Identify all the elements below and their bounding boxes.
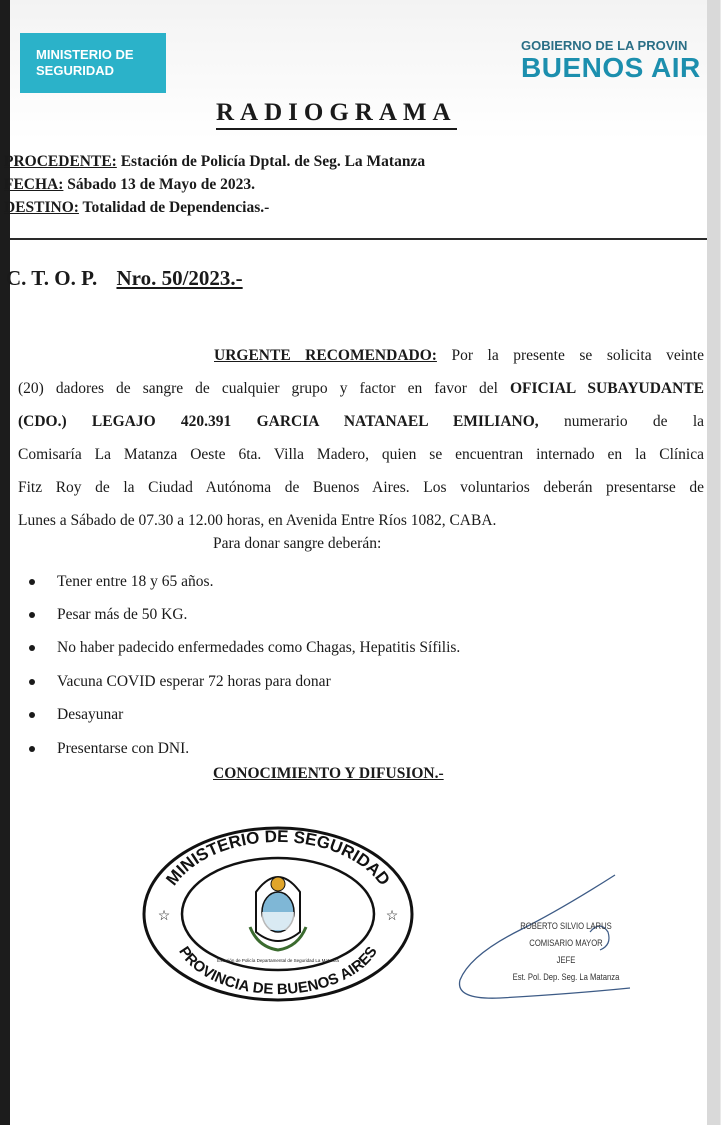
- body-line-6: Lunes a Sábado de 07.30 a 12.00 horas, en Avenida Entre Ríos 1082, CABA.: [18, 512, 497, 529]
- destino-line: [4, 196, 425, 219]
- donation-intro: Para donar sangre deberán:: [213, 535, 382, 552]
- body-text-1: Por la presente se solicita veinte: [451, 347, 704, 364]
- requirement-text: Presentarse con DNI.: [57, 739, 190, 757]
- bullet-icon: [29, 579, 35, 585]
- body-text-3b: numerario de la: [563, 413, 704, 430]
- header-meta: [4, 150, 425, 219]
- bullet-icon: [29, 712, 35, 718]
- list-item: [22, 665, 460, 698]
- requirement-text: Pesar más de 50 KG.: [57, 606, 188, 624]
- document-title: RADIOGRAMA: [216, 99, 457, 130]
- body-line-5: Fitz Roy de la Ciudad Autónoma de Buenos Aires. Los voluntarios deberán presentarse de: [18, 479, 704, 496]
- seal-top-text: MINISTERIO DE SEGURIDAD: [162, 826, 394, 890]
- signer-name: ROBERTO SILVIO LARUS: [520, 921, 612, 931]
- fecha-label: FECHA:: [4, 176, 64, 193]
- requirement-text: Tener entre 18 y 65 años.: [57, 572, 214, 590]
- list-item: [22, 632, 460, 665]
- body-line-1: [18, 339, 704, 372]
- fecha-line: [4, 173, 425, 196]
- logo-right-line2: BUENOS AIR: [521, 52, 701, 83]
- procedente-line: [4, 150, 425, 173]
- body-text-2a: (20) dadores de sangre de cualquier grupo y factor en favor del: [18, 380, 498, 397]
- destino-label: DESTINO:: [4, 199, 79, 216]
- body-line-3: [18, 405, 704, 438]
- logo-left-line1: MINISTERIO DE: [36, 47, 134, 62]
- seal-bottom-text: PROVINCIA DE BUENOS AIRES: [175, 943, 381, 999]
- list-item: [22, 732, 460, 765]
- bullet-icon: [29, 679, 35, 685]
- logo-left-line2: SEGURIDAD: [36, 63, 115, 78]
- procedente-label: PROCEDENTE:: [4, 153, 117, 170]
- body-line-4: Comisaría La Matanza Oeste 6ta. Villa Madero, quien se encuentran internado en la Clínica: [18, 446, 704, 463]
- signer-unit: Est. Pol. Dep. Seg. La Matanza: [512, 972, 620, 982]
- requirement-text: Vacuna COVID esperar 72 horas para donar: [57, 672, 331, 690]
- body-paragraph: [18, 339, 704, 537]
- urgent-label: URGENTE RECOMENDADO:: [214, 347, 437, 364]
- ctop-label: C. T. O. P.: [6, 266, 98, 290]
- seal-center-text: Estación de Policía Departamental de Seguridad La Matanza: [217, 958, 339, 963]
- screen-right-edge: [707, 0, 720, 1125]
- list-item: [22, 598, 460, 631]
- fecha-value: Sábado 13 de Mayo de 2023.: [67, 176, 256, 193]
- requirement-text: Desayunar: [57, 706, 124, 724]
- officer-rank: OFICIAL SUBAYUDANTE: [509, 380, 704, 397]
- bullet-icon: [29, 612, 35, 618]
- body-line-2: [18, 372, 704, 405]
- bullet-icon: [29, 645, 35, 651]
- destino-value: Totalidad de Dependencias.-: [82, 199, 270, 216]
- signature-block: [498, 918, 634, 986]
- requirement-text: No haber padecido enfermedades como Chagas, Hepatitis Sífilis.: [57, 639, 461, 657]
- svg-text:☆: ☆: [157, 909, 171, 924]
- ministerio-logo: [20, 33, 166, 93]
- ctop-reference: [6, 266, 243, 291]
- coat-of-arms-icon: [250, 877, 306, 950]
- closing-statement: CONOCIMIENTO Y DIFUSION.-: [213, 765, 444, 782]
- list-item: [22, 699, 460, 732]
- document-page: [4, 0, 707, 1125]
- logo-right-line1: GOBIERNO DE LA PROVIN: [521, 38, 688, 53]
- officer-id: (CDO.) LEGAJO 420.391 GARCIA NATANAEL EMILIANO,: [18, 413, 539, 430]
- ctop-number: Nro. 50/2023.-: [116, 266, 243, 290]
- signer-rank: COMISARIO MAYOR: [529, 938, 603, 948]
- svg-text:☆: ☆: [385, 909, 399, 924]
- requirements-list: [22, 565, 460, 765]
- list-item: [22, 565, 460, 598]
- gobierno-logo: [521, 38, 721, 83]
- procedente-value: Estación de Policía Dptal. de Seg. La Matanza: [120, 153, 426, 170]
- signer-role: JEFE: [556, 955, 576, 965]
- bullet-icon: [29, 746, 35, 752]
- official-seal-icon: [138, 822, 418, 1007]
- header-divider: [10, 238, 707, 240]
